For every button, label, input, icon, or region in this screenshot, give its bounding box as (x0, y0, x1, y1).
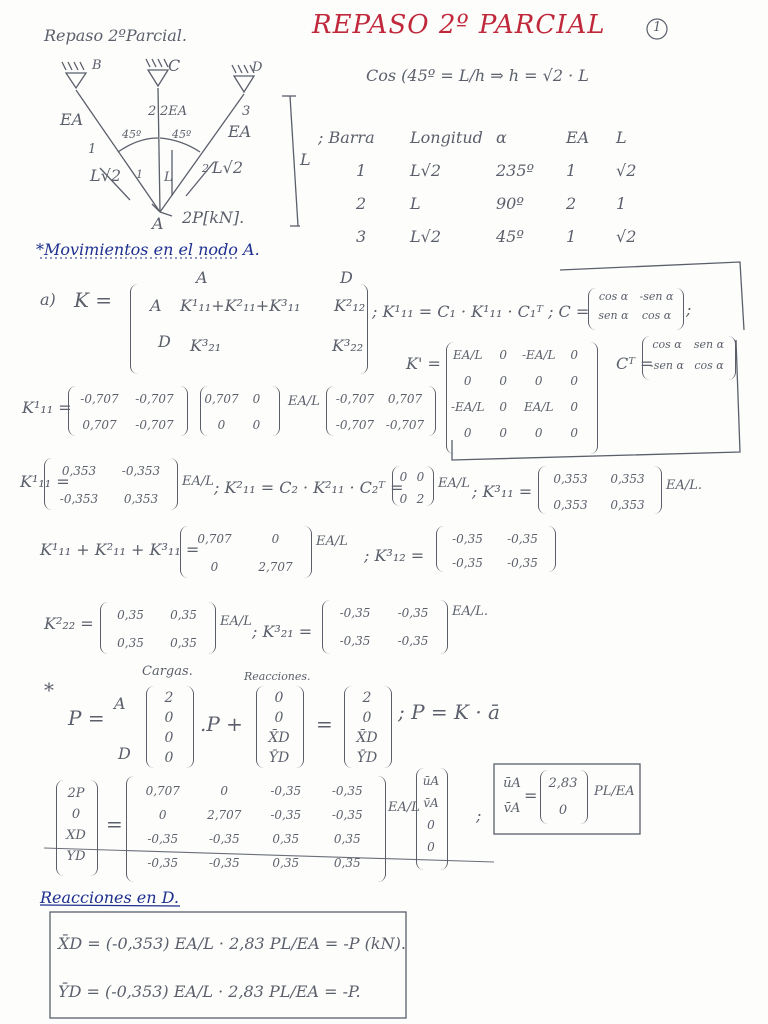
matrix-cell: 0,707 (197, 532, 232, 546)
result-lhs (500, 776, 524, 816)
matrix-cell: 0,35 (170, 608, 197, 622)
bar-table-cell: 1 (616, 194, 627, 213)
k3-factor: EA/L. (666, 478, 703, 493)
vector-cell: 0 (362, 710, 372, 726)
sum-factor: EA/L (316, 534, 348, 549)
k-prime-cell: -EA/L (522, 348, 556, 362)
bar-table-cell: 235º (496, 161, 535, 180)
matrix-cell: -0,353 (59, 492, 99, 506)
matrix-cell: 0 (158, 808, 167, 822)
global-k-dd: K³₂₂ (332, 336, 364, 355)
k-prime-cell: 0 (499, 348, 508, 362)
k-prime-cell: 0 (534, 426, 543, 440)
bar-1-ea-label: EA (60, 110, 84, 129)
k2-lhs: ; K²₁₁ = C₂ · K²₁₁ · C₂ᵀ = (214, 478, 404, 497)
global-k-da: K³₂₁ (190, 336, 222, 355)
matrix-cell: 0,35 (170, 636, 197, 650)
global-k-lhs: K = (74, 288, 113, 312)
bar-table-cell: 2 (566, 194, 577, 213)
matrix-cell: 0,35 (333, 832, 361, 846)
global-k-row-a: A (150, 296, 162, 315)
node-c-label: C (168, 56, 181, 75)
k21-factor: EA/L. (452, 604, 489, 619)
k-prime-cell: 0 (463, 426, 472, 440)
matrix-cell: 0,707 (204, 392, 239, 406)
bar-2-ea-label: 2EA (160, 104, 188, 119)
global-k-prefix: a) (40, 290, 56, 309)
length-center-label: L (164, 170, 173, 185)
k1-product-m1-values (72, 392, 182, 432)
bar-1-number: 1 (88, 142, 97, 157)
vector-cell: 2P (67, 786, 85, 801)
k-prime-cell: EA/L (524, 400, 554, 414)
bar-table-header-ea: EA (566, 128, 590, 147)
k-prime-cell: 0 (499, 426, 508, 440)
angle-left-label: 45º (122, 128, 142, 141)
k1-factor: EA/L (182, 474, 214, 489)
matrix-cell: 2 (416, 492, 425, 506)
result-value: 0 (558, 803, 568, 818)
matrix-cell: -0,35 (397, 606, 429, 620)
matrix-cell: -0,35 (507, 532, 538, 546)
angle-right-label: 45º (172, 128, 192, 141)
k2-factor: EA/L (438, 476, 470, 491)
sum-lhs: K¹₁₁ + K²₁₁ + K³₁₁ = (40, 540, 200, 559)
matrix-cell: -0,35 (147, 856, 179, 870)
cos-relation: Cos (45º = L/h ⇒ h = √2 · L (366, 66, 589, 85)
matrix-cell: -0,35 (270, 784, 302, 798)
bar-table-header-longitud: Longitud (410, 128, 483, 147)
loads-reacciones-label: Reacciones. (244, 670, 311, 683)
k-prime-label: K' = (406, 354, 441, 373)
global-k-row-d: D (158, 332, 171, 351)
vector-cell: ȲD (268, 750, 290, 766)
global-k-aa: K¹₁₁+K²₁₁+K³₁₁ (180, 296, 301, 315)
vector-cell: v̄A (423, 796, 439, 810)
semicolon: ; (476, 806, 482, 825)
vector-cell: 0 (71, 807, 81, 822)
system-unknowns-values (418, 774, 444, 854)
matrix-cell: 0,35 (117, 636, 144, 650)
ct-matrix-values (646, 338, 730, 372)
matrix-cell: 0 (217, 418, 226, 432)
matrix-cell: 0,35 (333, 856, 361, 870)
ct-matrix-cell: sen α (693, 338, 725, 351)
vector-cell: 0 (274, 690, 284, 706)
result-value: 2,83 (548, 776, 578, 791)
bar-table-cell: 1 (566, 161, 577, 180)
matrix-cell: 0,353 (610, 472, 645, 486)
matrix-cell: 0,707 (387, 392, 423, 406)
vector-cell: 2 (362, 690, 372, 706)
length-left-label: L√2 (90, 166, 121, 185)
vector-cell: 0 (164, 710, 174, 726)
bar-table-cell: 1 (356, 161, 367, 180)
loads-v3-values (348, 690, 386, 766)
matrix-cell: 0,353 (61, 464, 97, 478)
reaction-y-line: ȲD = (-0,353) EA/L · 2,83 PL/EA = -P. (58, 982, 361, 1001)
length-side-label: L (300, 150, 311, 169)
loads-mid: .P + (200, 712, 243, 736)
matrix-cell: 0,707 (145, 784, 180, 798)
system-eq: = (106, 812, 123, 836)
matrix-cell: 0 (416, 470, 425, 484)
bar-table-cell: 90º (496, 194, 524, 213)
loads-relation: ; P = K · ā (398, 700, 500, 724)
bar-table-header-alpha: α (496, 128, 507, 147)
global-k-ad: K²₁₂ (334, 296, 366, 315)
header-small-title: Repaso 2ºParcial. (44, 26, 187, 45)
matrix-cell: -0,35 (208, 856, 240, 870)
ct-label: Cᵀ = (616, 354, 654, 373)
matrix-cell: -0,35 (507, 556, 538, 570)
matrix-cell: -0,353 (121, 464, 161, 478)
node-a-label: A (152, 214, 164, 233)
loads-v1-values (150, 690, 188, 766)
matrix-cell: 0,353 (553, 472, 588, 486)
matrix-cell: -0,35 (208, 832, 240, 846)
reaction-x-line: X̄D = (-0,353) EA/L · 2,83 PL/EA = -P (kN). (58, 934, 406, 953)
k-prime-cell: 0 (570, 426, 579, 440)
matrix-cell: 0,35 (272, 832, 300, 846)
matrix-cell: -0,35 (452, 532, 483, 546)
bar-2-number: 2 (148, 104, 157, 119)
k-prime-values (450, 348, 592, 440)
vector-cell: 2 (164, 690, 174, 706)
local-k-definition: ; K¹₁₁ = C₁ · K¹₁₁ · C₁ᵀ ; C = (372, 302, 590, 321)
vector-cell: XD (66, 828, 86, 843)
c-matrix-values (592, 290, 678, 322)
k-prime-cell: EA/L (453, 348, 483, 362)
matrix-cell: 0 (252, 392, 261, 406)
result-values (542, 776, 584, 818)
system-lhs-values (58, 786, 94, 864)
matrix-cell: 0,353 (610, 498, 645, 512)
vector-cell: 0 (164, 730, 174, 746)
k-prime-cell: 0 (499, 374, 508, 388)
k-prime-cell: 0 (570, 374, 579, 388)
loads-row-a: A (114, 694, 126, 713)
matrix-cell: -0,707 (335, 392, 375, 406)
matrix-cell: 0,353 (123, 492, 159, 506)
matrix-cell: 0 (399, 470, 408, 484)
c-matrix-cell: -sen α (639, 290, 674, 303)
page-number: 1 (653, 20, 662, 35)
loads-lhs: P = (68, 706, 105, 730)
matrix-cell: 0,353 (553, 498, 588, 512)
loads-cargas-label: Cargas. (142, 664, 193, 679)
ct-matrix-cell: -sen α (650, 359, 684, 372)
bar-table-cell: L√2 (410, 227, 441, 246)
bar-table-header-l: L (616, 128, 627, 147)
matrix-cell: -0,35 (339, 634, 371, 648)
matrix-cell: -0,35 (331, 808, 363, 822)
matrix-cell: -0,707 (135, 392, 174, 406)
matrix-cell: 0 (220, 784, 229, 798)
matrix-cell: -0,35 (331, 784, 363, 798)
k-prime-cell: 0 (499, 400, 508, 414)
k-prime-cell: 0 (534, 374, 543, 388)
page-title: REPASO 2º PARCIAL (312, 10, 606, 40)
sum-matrix-values (184, 532, 306, 574)
k3-matrix-values (542, 472, 656, 512)
matrix-cell: 0,35 (272, 856, 300, 870)
bar-table (318, 128, 658, 246)
matrix-cell: -0,707 (385, 418, 425, 432)
result-unknown: ūA (503, 776, 521, 791)
matrix-cell: 2,707 (207, 808, 242, 822)
k1-lhs: K¹₁₁ = (20, 472, 70, 491)
bar-table-cell: 3 (356, 227, 367, 246)
ct-matrix-cell: cos α (652, 338, 682, 351)
vector-cell: 0 (274, 710, 284, 726)
loads-v2-values (260, 690, 298, 766)
dof-2-label: 2 (202, 162, 209, 175)
load-label: 2P[kN]. (182, 208, 245, 227)
matrix-cell: 0,707 (82, 418, 117, 432)
c-matrix-cell: cos α (641, 309, 672, 322)
result-factor: PL/EA (594, 784, 635, 799)
vector-cell: ȲD (356, 750, 378, 766)
k1-product-m2-values (204, 392, 274, 432)
vector-cell: 0 (164, 750, 174, 766)
matrix-cell: -0,35 (270, 808, 302, 822)
matrix-cell: 0,35 (117, 608, 144, 622)
ct-matrix-cell: cos α (694, 359, 724, 372)
dof-1-label: 1 (136, 168, 143, 181)
matrix-cell: -0,707 (80, 392, 119, 406)
semicolon: ; (686, 300, 692, 319)
matrix-cell: 2,707 (258, 560, 293, 574)
k22-factor: EA/L (220, 614, 252, 629)
matrix-cell: -0,707 (135, 418, 174, 432)
matrix-cell: 0 (252, 418, 261, 432)
system-factor: EA/L (388, 800, 420, 815)
vector-cell: 0 (427, 818, 435, 832)
matrix-cell: 0 (271, 532, 280, 546)
matrix-cell: -0,35 (147, 832, 179, 846)
vector-cell: YD (66, 849, 86, 864)
k-prime-cell: -EA/L (451, 400, 485, 414)
bar-table-cell: √2 (616, 227, 637, 246)
k21-matrix-values (326, 606, 442, 648)
bar-table-cell: 2 (356, 194, 367, 213)
bar-table-cell: L (410, 194, 421, 213)
k21-lhs: ; K³₂₁ = (252, 622, 313, 641)
node-b-label: B (92, 58, 102, 73)
system-matrix-values (132, 784, 378, 870)
bar-table-cell: √2 (616, 161, 637, 180)
k1-product-m3-values (330, 392, 430, 432)
loads-star: * (44, 678, 54, 702)
matrix-cell: -0,35 (452, 556, 483, 570)
bar-table-cell: 45º (496, 227, 524, 246)
bar-table-cell: L√2 (410, 161, 441, 180)
vector-cell: ūA (422, 774, 440, 788)
k22-lhs: K²₂₂ = (44, 614, 94, 633)
k1-product-lhs: K¹₁₁ = (22, 398, 72, 417)
bar-table-cell: 1 (566, 227, 577, 246)
k12-matrix-values (440, 532, 550, 570)
k1-product-factor: EA/L (288, 394, 320, 409)
loads-row-d: D (118, 744, 131, 763)
length-right-label: L√2 (212, 158, 243, 177)
matrix-cell: -0,707 (335, 418, 375, 432)
bar-3-ea-label: EA (228, 122, 252, 141)
k2-matrix-values (395, 470, 429, 506)
loads-eq: = (316, 712, 333, 736)
c-matrix-cell: sen α (598, 309, 629, 322)
global-k-col-a: A (196, 268, 208, 287)
k3-lhs: ; K³₁₁ = (472, 482, 533, 501)
k-prime-cell: 0 (570, 400, 579, 414)
matrix-cell: -0,35 (397, 634, 429, 648)
matrix-cell: 0 (210, 560, 219, 574)
node-d-label: D (252, 60, 263, 75)
k-prime-cell: 0 (463, 374, 472, 388)
c-matrix-cell: cos α (598, 290, 629, 303)
section-movements-title: *Movimientos en el nodo A. (36, 240, 260, 259)
vector-cell: X̄D (356, 730, 378, 746)
result-eq: = (524, 786, 538, 805)
vector-cell: 0 (427, 840, 435, 854)
k12-lhs: ; K³₁₂ = (364, 546, 425, 565)
bar-table-header-barra: ; Barra (318, 128, 375, 147)
matrix-cell: 0 (399, 492, 408, 506)
matrix-cell: -0,35 (339, 606, 371, 620)
k1-matrix-values (48, 464, 172, 506)
bar-3-number: 3 (242, 104, 251, 119)
k-prime-cell: 0 (570, 348, 579, 362)
global-k-col-d: D (340, 268, 353, 287)
result-unknown: v̄A (503, 801, 521, 816)
vector-cell: X̄D (268, 730, 290, 746)
reactions-title: Reacciones en D. (40, 888, 179, 907)
k22-matrix-values (104, 608, 210, 650)
